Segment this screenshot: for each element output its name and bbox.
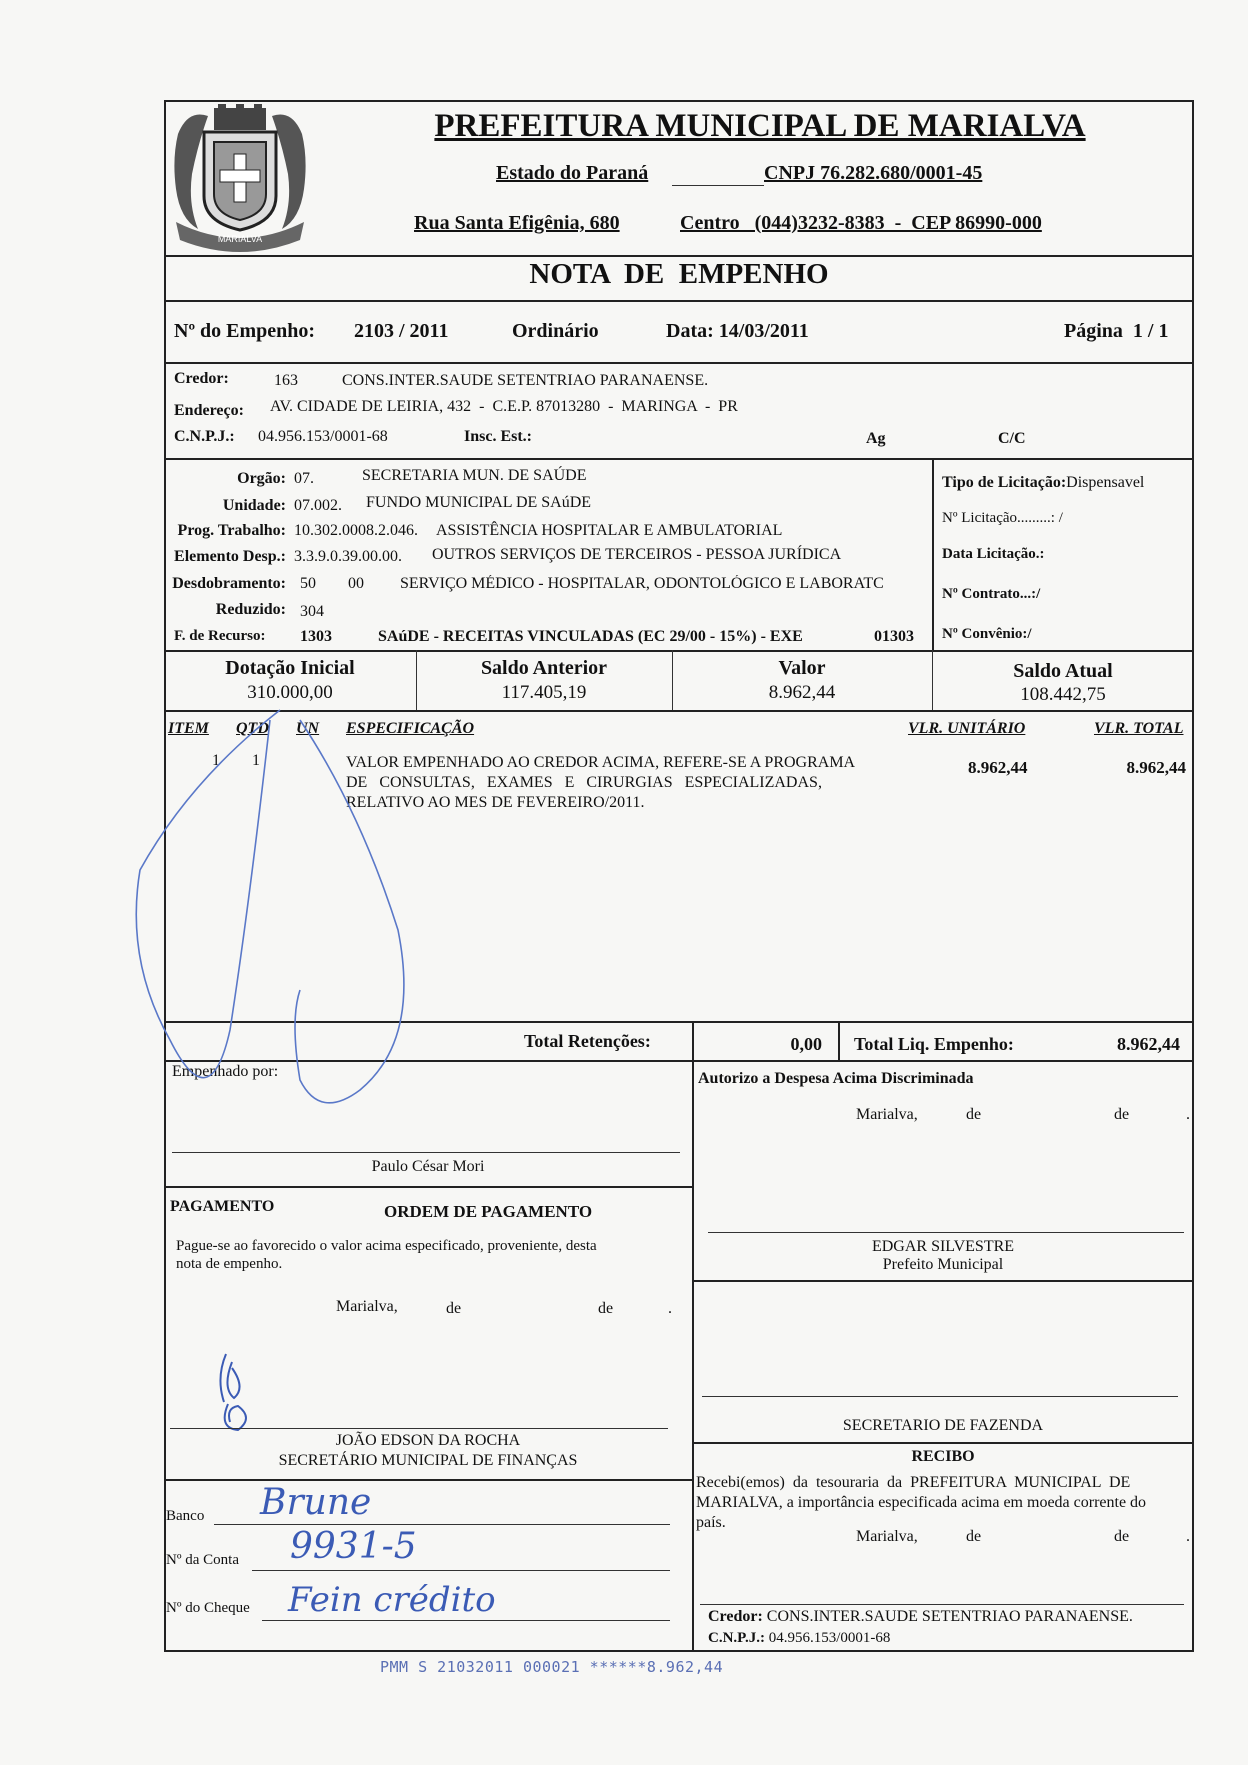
divider (692, 1060, 694, 1652)
prog-code: 10.302.0008.2.046. (294, 522, 418, 539)
banco-label: Banco (166, 1508, 205, 1524)
divider (692, 1021, 694, 1061)
licitacao-numero: Nº Licitação.........: / (942, 510, 1063, 526)
divider (692, 1442, 1194, 1444)
cheque-label: Nº do Cheque (166, 1600, 250, 1616)
saldo-atual-value: 108.442,75 (1020, 684, 1106, 705)
valor-label: Valor (778, 657, 826, 679)
signature-line (700, 1604, 1184, 1605)
recibo-place: Marialva, (856, 1528, 918, 1545)
divider (164, 1021, 1194, 1023)
convenio-number: Nº Convênio:/ (942, 626, 1032, 642)
cheque-line (262, 1620, 670, 1621)
saldo-atual-label: Saldo Atual (1013, 660, 1113, 682)
pagamento-label: PAGAMENTO (170, 1198, 275, 1215)
ordem-pagamento-label: ORDEM DE PAGAMENTO (384, 1202, 593, 1221)
svg-text:MARIALVA: MARIALVA (217, 234, 263, 244)
recibo-credor-value: CONS.INTER.SAUDE SETENTRIAO PARANAENSE. (766, 1608, 1133, 1625)
col-especificacao: ESPECIFICAÇÃO (346, 720, 475, 737)
reduzido-value: 304 (300, 603, 324, 620)
empenhado-name: Paulo César Mori (371, 1158, 485, 1175)
signature-line (702, 1396, 1178, 1397)
recibo-label: RECIBO (911, 1448, 975, 1465)
pagamento-text-2: nota de empenho. (176, 1256, 283, 1272)
fazenda-role: SECRETARIO DE FAZENDA (842, 1417, 1044, 1434)
ag-label: Ag (866, 430, 886, 447)
header-state: Estado do Paraná (496, 162, 649, 184)
autorizo-place: Marialva, (856, 1106, 918, 1123)
recibo-de-1: de (966, 1528, 982, 1545)
page-number: Página 1 / 1 (1064, 320, 1169, 342)
bank-stamp: PMM S 21032011 000021 ******8.962,44 (380, 1658, 724, 1676)
recurso-name: SAúDE - RECEITAS VINCULADAS (EC 29/00 - 15%) - EXE (378, 628, 803, 645)
recibo-dot: . (1186, 1528, 1190, 1545)
licitacao-tipo-value: Dispensavel (1066, 474, 1145, 491)
signature-line (172, 1152, 680, 1153)
orgao-name: SECRETARIA MUN. DE SAÚDE (362, 467, 587, 484)
autorizo-de-1: de (966, 1106, 982, 1123)
total-liq-label: Total Liq. Empenho: (854, 1034, 1014, 1054)
licitacao-data: Data Licitação.: (942, 546, 1045, 562)
credor-name: CONS.INTER.SAUDE SETENTRIAO PARANAENSE. (342, 372, 709, 389)
valor-value: 8.962,44 (768, 682, 836, 703)
divider (932, 458, 934, 652)
address-label: Endereço: (174, 402, 244, 419)
row-vlr-unitario: 8.962,44 (968, 758, 1028, 777)
divider (164, 710, 1194, 712)
prog-name: ASSISTÊNCIA HOSPITALAR E AMBULATORIAL (436, 522, 783, 539)
col-vlr-total: VLR. TOTAL (1094, 720, 1184, 737)
recibo-text-2: MARIALVA, a importância especificada acima em moeda corrente do (696, 1494, 1147, 1511)
orgao-label: Orgão: (237, 470, 286, 487)
doc-title: NOTA DE EMPENHO (529, 258, 829, 290)
recibo-de-2: de (1114, 1528, 1130, 1545)
header-address: Rua Santa Efigênia, 680 (414, 212, 620, 234)
recibo-cnpj (708, 1630, 890, 1647)
desd-b: 00 (348, 575, 364, 592)
recurso-code2: 01303 (874, 628, 914, 645)
credor-cnpj: 04.956.153/0001-68 (258, 428, 388, 445)
prefeito-name: EDGAR SILVESTRE (871, 1238, 1015, 1255)
empenhado-label: Empenhado por: (172, 1063, 279, 1080)
header-title: PREFEITURA MUNICIPAL DE MARIALVA (434, 108, 1086, 144)
pagamento-place: Marialva, (336, 1298, 398, 1315)
credor-address: AV. CIDADE DE LEIRIA, 432 - C.E.P. 87013280 - MARINGA - PR (270, 398, 738, 415)
licitacao-tipo-label: Tipo de Licitação: (942, 474, 1067, 491)
col-un: UN (296, 720, 320, 737)
pagamento-text-1: Pague-se ao favorecido o valor acima especificado, proveniente, desta (176, 1238, 597, 1254)
pagamento-de-1: de (446, 1300, 462, 1317)
divider (164, 300, 1194, 302)
licitacao-tipo (942, 474, 1144, 492)
divider (164, 1060, 1194, 1062)
financas-name: JOÃO EDSON DA ROCHA (335, 1432, 521, 1449)
recibo-text-1: Recebi(emos) da tesouraria da PREFEITURA MUNICIPAL DE (696, 1474, 1131, 1491)
col-item: ITEM (168, 720, 209, 737)
conta-label: Nº da Conta (166, 1552, 239, 1568)
desd-a: 50 (300, 575, 316, 592)
autorizo-label: Autorizo a Despesa Acima Discriminada (698, 1070, 974, 1087)
autorizo-de-2: de (1114, 1106, 1130, 1123)
banco-handwriting: Brune (260, 1482, 372, 1523)
unidade-name: FUNDO MUNICIPAL DE SAúDE (366, 494, 592, 511)
recurso-code: 1303 (300, 628, 332, 645)
empenho-number: 2103 / 2011 (354, 320, 449, 342)
desd-name: SERVIÇO MÉDICO - HOSPITALAR, ODONTOLÓGICO E LABORATC (400, 575, 884, 592)
total-retencoes-value: 0,00 (790, 1034, 822, 1054)
prog-label: Prog. Trabalho: (177, 522, 286, 539)
row-desc-2: DE CONSULTAS, EXAMES E CIRURGIAS ESPECIALIZADAS, (346, 774, 822, 791)
elem-code: 3.3.9.0.39.00.00. (294, 548, 402, 565)
saldo-anterior-value: 117.405,19 (501, 682, 587, 703)
divider (164, 1186, 692, 1188)
coat-of-arms (168, 104, 312, 252)
autorizo-dot: . (1186, 1106, 1190, 1123)
unidade-label: Unidade: (222, 497, 286, 514)
banco-line (214, 1524, 670, 1525)
row-qtd: 1 (252, 752, 260, 769)
empenho-label: Nº do Empenho: (174, 320, 316, 342)
conta-line (252, 1570, 670, 1571)
elem-name: OUTROS SERVIÇOS DE TERCEIROS - PESSOA JURÍDICA (432, 546, 842, 563)
insc-label: Insc. Est.: (464, 428, 533, 445)
divider (164, 255, 1194, 257)
divider (838, 1021, 840, 1061)
recibo-credor (708, 1608, 1133, 1626)
cheque-handwriting: Fein crédito (288, 1580, 496, 1620)
total-retencoes-label: Total Retenções: (524, 1031, 651, 1051)
recibo-text-3: país. (696, 1514, 726, 1531)
divider (164, 458, 1194, 460)
row-vlr-total: 8.962,44 (1126, 758, 1186, 777)
divider (164, 1479, 692, 1481)
orgao-code: 07. (294, 470, 314, 487)
signature-line (170, 1428, 668, 1429)
divider (164, 362, 1194, 364)
financas-role: SECRETÁRIO MUNICIPAL DE FINANÇAS (278, 1452, 578, 1469)
empenho-type: Ordinário (512, 320, 599, 342)
divider (164, 650, 1194, 652)
col-qtd: QTD (236, 720, 269, 737)
unidade-code: 07.002. (294, 497, 342, 514)
recurso-label: F. de Recurso: (174, 628, 266, 644)
col-vlr-unitario: VLR. UNITÁRIO (908, 720, 1026, 737)
elem-label: Elemento Desp.: (174, 548, 286, 565)
row-desc-3: RELATIVO AO MES DE FEVEREIRO/2011. (346, 794, 645, 811)
header-cnpj: CNPJ 76.282.680/0001-45 (764, 162, 983, 184)
recibo-cnpj-label: C.N.P.J.: (708, 1630, 765, 1646)
header-contact: Centro (044)3232-8383 - CEP 86990-000 (680, 212, 1042, 234)
recibo-credor-label: Credor: (708, 1608, 763, 1625)
pagamento-dot: . (668, 1300, 672, 1317)
cc-label: C/C (998, 430, 1026, 447)
credor-code: 163 (274, 372, 298, 389)
conta-handwriting: 9931-5 (290, 1526, 417, 1567)
prefeito-role: Prefeito Municipal (882, 1256, 1004, 1273)
recibo-cnpj-value: 04.956.153/0001-68 (768, 1630, 891, 1646)
rubric-signature (212, 1348, 262, 1438)
dotacao-inicial-value: 310.000,00 (247, 682, 333, 703)
signature-line (708, 1232, 1184, 1233)
desd-label: Desdobramento: (172, 575, 286, 592)
divider (692, 1280, 1194, 1282)
saldo-anterior-label: Saldo Anterior (480, 657, 608, 679)
row-desc-1: VALOR EMPENHADO AO CREDOR ACIMA, REFERE-SE A PROGRAMA (346, 754, 856, 771)
total-liq-value: 8.962,44 (1117, 1034, 1180, 1054)
header-state-line (672, 185, 764, 186)
contrato-number: Nº Contrato...:/ (942, 586, 1041, 602)
reduzido-label: Reduzido: (215, 601, 286, 618)
empenho-date: Data: 14/03/2011 (666, 320, 809, 342)
cnpj-label: C.N.P.J.: (174, 428, 235, 445)
credor-label: Credor: (174, 370, 229, 387)
pagamento-de-2: de (598, 1300, 614, 1317)
dotacao-inicial-label: Dotação Inicial (225, 657, 355, 679)
row-item: 1 (212, 752, 220, 769)
